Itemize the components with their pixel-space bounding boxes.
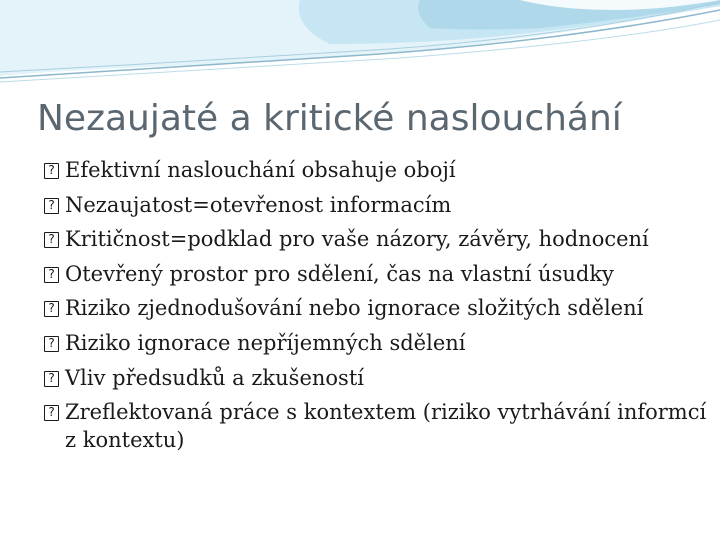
missing-glyph-box-icon: ? xyxy=(44,336,59,352)
missing-glyph-box-icon: ? xyxy=(44,267,59,283)
bullet-text: Otevřený prostor pro sdělení, čas na vlastní úsudky xyxy=(65,261,614,286)
bullet-item xyxy=(44,398,712,454)
bullet-text: Vliv předsudků a zkušeností xyxy=(65,365,364,390)
missing-glyph-box-icon: ? xyxy=(44,232,59,248)
bullet-item xyxy=(44,294,712,322)
bullet-text: Efektivní naslouchání obsahuje obojí xyxy=(65,158,456,182)
missing-glyph-box-icon: ? xyxy=(44,198,59,214)
bullet-text: Riziko ignorace nepříjemných sdělení xyxy=(65,330,466,355)
bullet-list xyxy=(44,156,712,461)
bullet-item xyxy=(44,260,712,288)
missing-glyph-box-icon: ? xyxy=(44,405,59,421)
bullet-item xyxy=(44,225,712,253)
header-wave-decoration xyxy=(0,0,720,90)
missing-glyph-box-icon: ? xyxy=(44,371,59,387)
bullet-item xyxy=(44,156,712,184)
missing-glyph-box-icon: ? xyxy=(44,301,59,317)
slide-title: Nezaujaté a kritické naslouchání xyxy=(37,98,622,139)
bullet-text: Zreflektovaná práce s kontextem (riziko vytrhávání informcí z kontextu) xyxy=(65,400,707,453)
bullet-item xyxy=(44,329,712,357)
bullet-text: Kritičnost=podklad pro vaše názory, závěry, hodnocení xyxy=(65,227,649,252)
missing-glyph-box-icon: ? xyxy=(44,163,59,179)
bullet-item xyxy=(44,364,712,392)
bullet-text: Riziko zjednodušování nebo ignorace složitých sdělení xyxy=(65,296,644,321)
bullet-text: Nezaujatost=otevřenost informacím xyxy=(65,192,452,217)
bullet-item xyxy=(44,191,712,219)
